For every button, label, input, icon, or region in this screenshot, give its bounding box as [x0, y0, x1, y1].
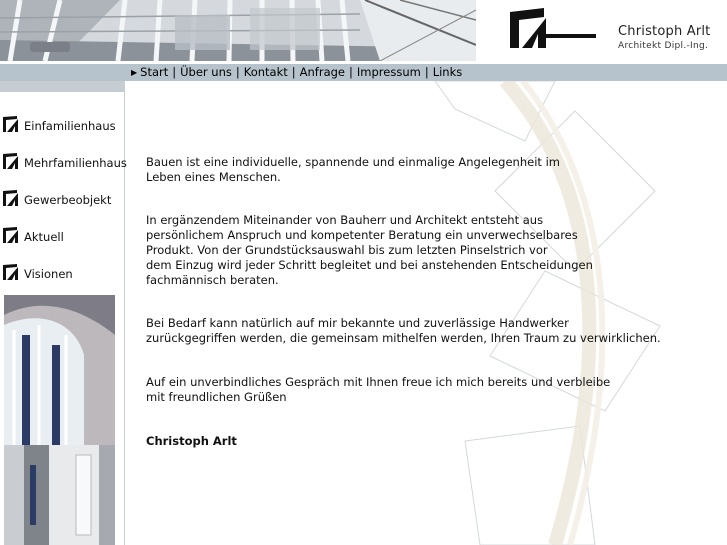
nav-link-kontakt[interactable]: Kontakt	[243, 65, 288, 79]
nav-separator: |	[349, 65, 353, 79]
nav-separator: |	[424, 65, 429, 79]
paragraph-craftsmen	[146, 316, 706, 346]
text-line: Produkt. Von der Grundstücksauswahl bis zum letzten Pinselstrich vor	[146, 243, 548, 257]
building-photo-illustration	[4, 295, 115, 545]
header-photo-illustration	[0, 0, 476, 61]
signature: Christoph Arlt	[146, 434, 237, 448]
nav-link-ueber-uns[interactable]: Über uns	[180, 65, 232, 79]
sidebar-item-label: Aktuell	[24, 230, 64, 244]
brand-subtitle: Architekt Dipl.-Ing.	[618, 41, 709, 51]
sidebar-item-einfamilienhaus[interactable]	[2, 111, 116, 133]
architect-logo-icon	[2, 189, 20, 207]
text-line: Bauen ist eine individuelle, spannende und einmalige Angelegenheit im	[146, 155, 560, 169]
architect-logo-icon	[2, 115, 20, 133]
nav-separator: |	[291, 65, 296, 79]
nav-separator: |	[172, 65, 177, 79]
text-line: Leben eines Menschen.	[146, 170, 281, 184]
sidebar-item-mehrfamilienhaus[interactable]	[2, 148, 127, 170]
nav-link-start[interactable]: Start	[140, 65, 169, 79]
header	[0, 0, 727, 64]
nav-separator: |	[235, 65, 240, 79]
text-line: In ergänzendem Miteinander von Bauherr und Architekt entsteht aus	[146, 213, 544, 227]
text-line: zurückgegriffen werden, die gemeinsam mithelfen werden, Ihren Traum zu verwirklichen.	[146, 331, 661, 345]
text-line: Auf ein unverbindliches Gespräch mit Ihnen freue ich mich bereits und verbleibe	[146, 375, 611, 389]
sidebar-top-bar	[0, 81, 124, 92]
paragraph-collaboration	[146, 213, 706, 288]
sidebar-item-visionen[interactable]	[2, 259, 73, 281]
nav-link-anfrage[interactable]: Anfrage	[299, 65, 346, 79]
text-line: mit freundlichen Grüßen	[146, 390, 287, 404]
sidebar-item-label: Mehrfamilienhaus	[24, 156, 127, 170]
text-line: persönlichem Anspruch und kompetenter Beratung ein unverwechselbares	[146, 228, 578, 242]
sidebar-item-gewerbeobjekt[interactable]	[2, 185, 111, 207]
top-navigation-bar	[0, 64, 727, 81]
nav-link-impressum[interactable]: Impressum	[356, 65, 421, 79]
architect-logo-icon	[2, 152, 20, 170]
architect-logo-icon	[2, 263, 20, 281]
text-line: Bei Bedarf kann natürlich auf mir bekannte und zuverlässige Handwerker	[146, 316, 569, 330]
sidebar-item-aktuell[interactable]	[2, 222, 64, 244]
sidebar	[0, 81, 125, 545]
paragraph-intro	[146, 155, 706, 185]
header-architecture-photo	[0, 0, 476, 61]
sidebar-item-label: Gewerbeobjekt	[24, 193, 112, 207]
text-line: dem Einzug wird jeder Schritt begleitet und bei anstehenden Entscheidungen	[146, 258, 593, 272]
brand-name: Christoph Arlt	[618, 24, 711, 39]
paragraph-closing	[146, 375, 706, 405]
sidebar-item-label: Einfamilienhaus	[24, 119, 116, 133]
main-content	[146, 155, 706, 449]
sidebar-item-label: Visionen	[24, 267, 73, 281]
architect-logo-icon	[508, 6, 598, 50]
top-navigation	[131, 65, 462, 79]
sidebar-building-photo	[4, 295, 115, 545]
text-line: fachmännisch beraten.	[146, 273, 279, 287]
architect-logo-icon	[2, 226, 20, 244]
nav-link-links[interactable]: Links	[432, 65, 463, 79]
arrow-right-icon: ▶	[131, 68, 138, 77]
